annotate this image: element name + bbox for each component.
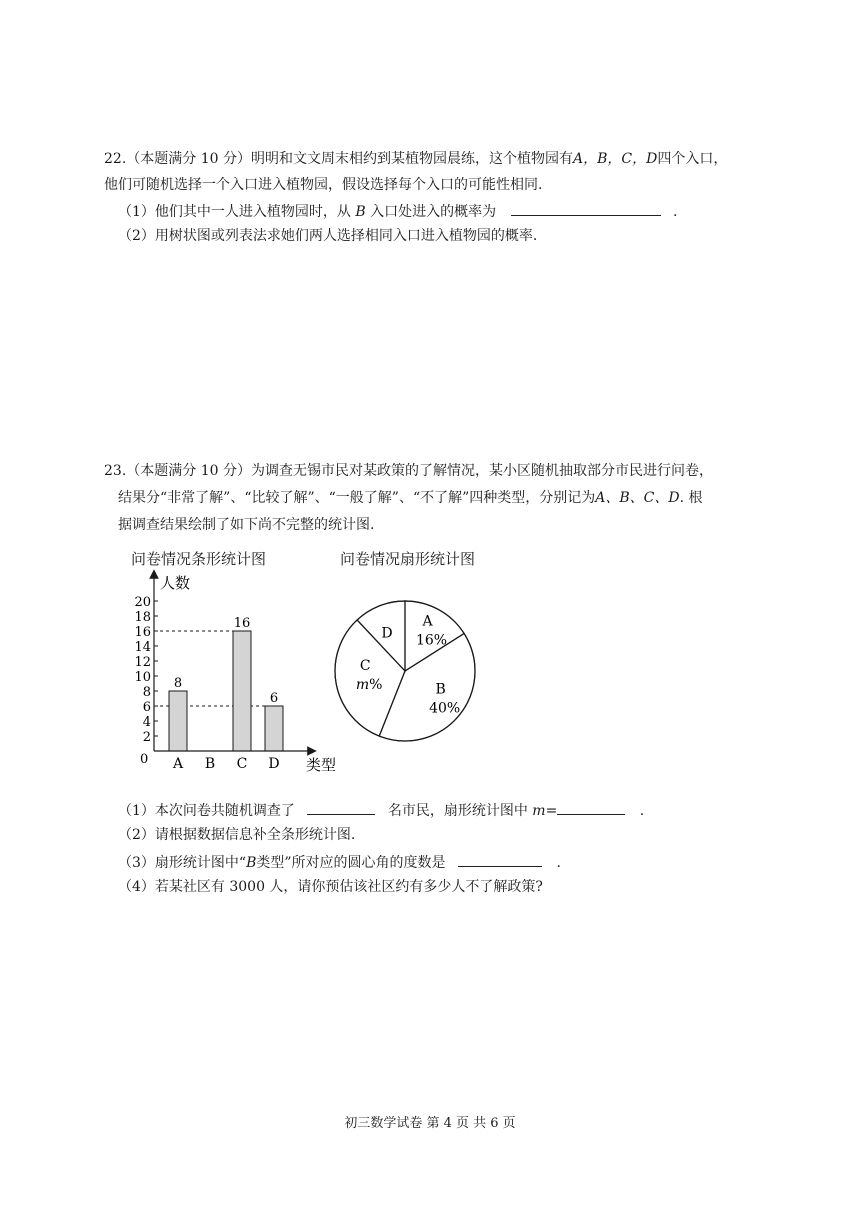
pie-value-C: m% <box>355 677 383 694</box>
q23-stem-vars: A、B、C、D <box>595 490 680 506</box>
q23-score: （本题满分 10 分） <box>126 463 251 479</box>
q23-part1-text: （1）本次问卷共随机调查了 <box>118 803 295 819</box>
y-tick-label-18: 18 <box>134 610 151 625</box>
pie-label-D: D <box>381 625 393 642</box>
q22-part1-text2: 入口处进入的概率为 <box>370 204 497 220</box>
q23-part2 <box>118 825 355 845</box>
q23-part3 <box>118 851 561 873</box>
q23-stem-line3: 据调查结果绘制了如下尚不完整的统计图. <box>118 517 375 533</box>
q23-stem-line2: 结果分“非常了解”、“比较了解”、“一般了解”、“不了解”四种类型，分别记为 <box>118 490 596 506</box>
q23-line1 <box>104 461 713 481</box>
q23-line2 <box>118 488 703 508</box>
q23-part1 <box>118 799 644 821</box>
q22-entrances: A，B，C，D <box>572 151 658 167</box>
origin-label: 0 <box>140 752 149 767</box>
q22-answer-blank[interactable] <box>511 200 661 216</box>
bar-value-label-A: 8 <box>173 676 183 691</box>
q23-stem-line1: 为调查无锡市民对某政策的了解情况，某小区随机抽取部分市民进行问卷， <box>250 463 713 479</box>
bar-value-label-D: 6 <box>269 691 279 706</box>
q23-part3-var: B <box>246 855 257 871</box>
x-category-label-A: A <box>172 756 184 772</box>
q23-part2-text: （2）请根据数据信息补全条形统计图. <box>118 827 356 843</box>
bar-chart <box>120 568 360 778</box>
q23-part4 <box>118 877 543 897</box>
y-tick-label-16: 16 <box>134 625 151 640</box>
q23-part1-text2: 名市民，扇形统计图中 <box>387 803 528 819</box>
q22-stem-line2: 他们可随机选择一个入口进入植物园，假设选择每个入口的可能性相同. <box>104 177 543 193</box>
x-category-label-C: C <box>236 756 248 772</box>
q23-stem-line2-end: . 根 <box>679 490 703 506</box>
x-category-label-B: B <box>204 756 216 772</box>
bar-value-label-C: 16 <box>233 616 251 631</box>
q22-part1-end: . <box>673 204 678 220</box>
q23-total-blank[interactable] <box>307 799 375 815</box>
bar-D <box>265 706 283 751</box>
q23-number: 23. <box>104 463 127 479</box>
q22-part1-var: B <box>355 204 366 220</box>
y-axis-label: 人数 <box>160 574 191 592</box>
pie-chart <box>330 596 500 756</box>
q22-line1 <box>104 149 727 169</box>
q22-stem-end: 四个入口， <box>657 151 728 167</box>
pie-label-A: A <box>422 613 433 630</box>
q23-part3-text2: 类型”所对应的圆心角的度数是 <box>256 855 446 871</box>
q23-m-blank[interactable] <box>557 799 625 815</box>
pie-value-A: 16% <box>415 632 448 649</box>
pie-value-B: 40% <box>429 700 461 717</box>
q22-part2 <box>118 226 537 246</box>
q23-angle-blank[interactable] <box>458 851 542 867</box>
bar-C <box>233 631 251 751</box>
y-tick-label-20: 20 <box>134 595 151 610</box>
y-tick-label-6: 6 <box>142 700 151 715</box>
y-tick-label-12: 12 <box>134 655 151 670</box>
pie-label-C: C <box>359 658 371 675</box>
pie-label-B: B <box>435 681 446 698</box>
x-axis-label: 类型 <box>306 756 337 774</box>
q23-line3 <box>118 515 374 535</box>
q22-line2 <box>104 175 542 195</box>
q23-part1-eq: = <box>545 803 558 819</box>
q22-number: 22. <box>104 151 127 167</box>
q22-part1 <box>118 200 677 222</box>
q23-part4-text: （4）若某社区有 3000 人，请你预估该社区约有多少人不了解政策? <box>118 879 543 895</box>
page-footer: 初三数学试卷 第 4 页 共 6 页 <box>344 1116 516 1131</box>
y-tick-label-10: 10 <box>134 670 151 685</box>
x-category-label-D: D <box>268 756 280 772</box>
q23-part3-text: （3）扇形统计图中“ <box>118 855 247 871</box>
y-tick-label-14: 14 <box>134 640 151 655</box>
y-tick-label-4: 4 <box>142 715 151 730</box>
q23-part3-end: . <box>556 855 561 871</box>
bar-A <box>169 691 187 751</box>
pie-chart-title: 问卷情况扇形统计图 <box>340 550 476 568</box>
q22-part2-text: （2）用树状图或列表法求她们两人选择相同入口进入植物园的概率. <box>118 228 538 244</box>
q22-part1-text: （1）他们其中一人进入植物园时，从 <box>118 204 351 220</box>
q22-score: （本题满分 10 分） <box>126 151 251 167</box>
q23-m-var: m <box>532 803 546 819</box>
bar-chart-title: 问卷情况条形统计图 <box>131 550 267 568</box>
y-tick-label-8: 8 <box>142 685 151 700</box>
q22-stem: 明明和文文周末相约到某植物园晨练，这个植物园有 <box>250 151 573 167</box>
q23-part1-end: . <box>639 803 645 819</box>
y-tick-label-2: 2 <box>142 730 151 745</box>
